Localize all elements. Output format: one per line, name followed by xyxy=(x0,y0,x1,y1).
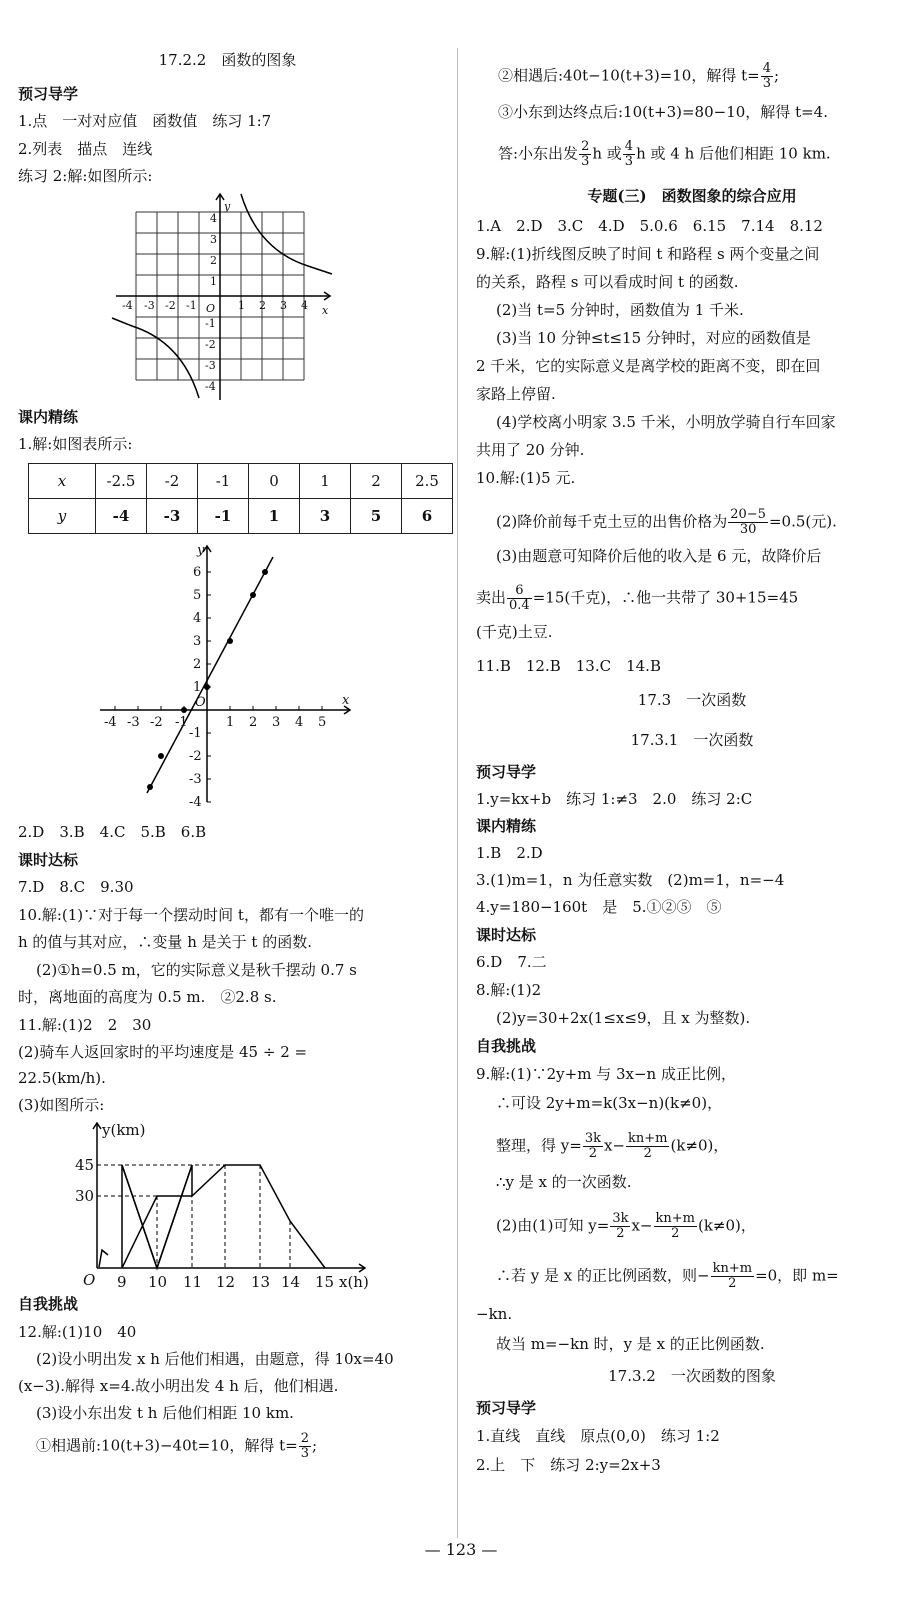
data-point xyxy=(204,684,210,690)
text-segment: (2)由(1)可知 y= xyxy=(496,1216,610,1235)
fraction xyxy=(610,1212,630,1241)
answer-line: 8.解:(1)2 xyxy=(476,981,542,999)
answer-line: 1.解:如图表所示: xyxy=(18,435,133,453)
tick-label: -4 xyxy=(104,715,117,730)
section-title: 17.3 一次函数 xyxy=(637,691,747,709)
tick-label: 4 xyxy=(295,715,304,730)
answer-line: 4.y=180−160t 是 5.①②⑤ ⑤ xyxy=(476,898,722,916)
answer-line: (2)①h=0.5 m，它的实际意义是秋千摆动 0.7 s xyxy=(36,961,357,979)
numerator: 3k xyxy=(612,1211,629,1226)
answer-line: 时，离地面的高度为 0.5 m. ②2.8 s. xyxy=(18,988,277,1006)
x-axis-label: x xyxy=(342,693,350,708)
table-cell: 1 xyxy=(249,499,300,534)
answer-line: 9.解:(1)∵2y+m 与 3x−n 成正比例， xyxy=(476,1065,736,1083)
text-segment: (k≠0)， xyxy=(697,1216,756,1235)
tick-label: 4 xyxy=(193,611,202,626)
numerator: 3k xyxy=(584,1131,601,1146)
tick-label: 1 xyxy=(210,275,217,288)
text-segment: x− xyxy=(631,1216,653,1235)
tick-label: -2 xyxy=(165,299,176,312)
numerator: 20−5 xyxy=(730,507,766,522)
answer-line: 6.D 7.二 xyxy=(476,953,547,971)
answer-line: 10.解:(1)5 元. xyxy=(476,469,576,487)
text-segment: ; xyxy=(311,1436,318,1455)
table-cell: 3 xyxy=(300,499,351,534)
denominator: 2 xyxy=(616,1226,625,1241)
answer-line xyxy=(498,62,779,91)
origin-label: O xyxy=(206,302,216,315)
denominator: 3 xyxy=(300,1446,309,1461)
answer-line: (3)当 10 分钟≤t≤15 分钟时，对应的函数值是 xyxy=(496,329,811,347)
answer-line xyxy=(496,508,837,537)
table-cell: 6 xyxy=(402,499,453,534)
fraction xyxy=(507,584,532,613)
denominator: 0.4 xyxy=(509,598,530,613)
answer-line: (2)当 t=5 分钟时，函数值为 1 千米. xyxy=(496,301,744,319)
text-segment: ; xyxy=(773,66,780,85)
answer-line: 3.(1)m=1，n 为任意实数 (2)m=1，n=−4 xyxy=(476,871,785,889)
preview-heading: 预习导学 xyxy=(476,1399,537,1417)
answer-line: 2 千米，它的实际意义是离学校的距离不变，即在回 xyxy=(476,357,821,375)
tick-label: 1 xyxy=(238,299,245,312)
table-cell: 2 xyxy=(351,464,402,499)
section-title: 17.2.2 函数的图象 xyxy=(158,51,297,69)
table-cell: 5 xyxy=(351,499,402,534)
answer-line: (3)如图所示: xyxy=(18,1096,105,1114)
numerator: 6 xyxy=(507,584,532,599)
lesson-target-heading: 课时达标 xyxy=(18,851,79,869)
answer-line: −kn. xyxy=(476,1305,513,1323)
answer-line: (千克)土豆. xyxy=(476,623,553,641)
tick-label: -3 xyxy=(205,359,216,372)
text-segment: ∴若 y 是 x 的正比例函数，则− xyxy=(496,1266,710,1285)
table-cell: -3 xyxy=(147,499,198,534)
tick-label: 11 xyxy=(183,1273,203,1290)
tick-label: -4 xyxy=(122,299,133,312)
table-cell: -2 xyxy=(147,464,198,499)
tick-label: 3 xyxy=(280,299,287,312)
section-title: 17.3.2 一次函数的图象 xyxy=(608,1367,776,1385)
preview-heading: 预习导学 xyxy=(18,85,79,103)
section-title: 17.3.1 一次函数 xyxy=(630,731,754,749)
text-segment: =0.5(元). xyxy=(768,512,837,531)
tick-label: 3 xyxy=(210,233,217,246)
answer-line: 1.B 2.D xyxy=(476,844,543,862)
answer-line xyxy=(496,1212,756,1241)
table-cell: 0 xyxy=(249,464,300,499)
answer-line: h 的值与其对应，∴变量 h 是关于 t 的函数. xyxy=(18,933,312,951)
tick-label: -2 xyxy=(189,749,202,764)
tick-label: -4 xyxy=(205,380,216,393)
tick-label: 4 xyxy=(301,299,308,312)
answer-line: (x−3).解得 x=4.故小明出发 4 h 后，他们相遇. xyxy=(18,1377,339,1395)
fraction xyxy=(299,1432,311,1461)
table-cell: x xyxy=(29,464,96,499)
answer-line: 22.5(km/h). xyxy=(18,1069,106,1087)
fraction xyxy=(626,1132,669,1161)
answer-line: 的关系，路程 s 可以看成时间 t 的函数. xyxy=(476,273,739,291)
table-row xyxy=(29,464,453,499)
tick-label: -1 xyxy=(205,317,216,330)
distance-time-graph xyxy=(75,1115,375,1290)
denominator: 3 xyxy=(581,154,590,169)
x-axis-label: x xyxy=(322,304,329,317)
answer-line: (2)设小明出发 x h 后他们相遇，由题意，得 10x=40 xyxy=(36,1350,394,1368)
lesson-target-heading: 课时达标 xyxy=(476,926,537,944)
tick-label: 4 xyxy=(210,212,217,225)
numerator: kn+m xyxy=(655,1211,695,1226)
answer-line: 12.解:(1)10 40 xyxy=(18,1323,137,1341)
tick-label: -3 xyxy=(189,772,202,787)
text-segment: =0，即 m= xyxy=(755,1266,839,1285)
answer-line xyxy=(498,140,831,169)
answer-line xyxy=(476,584,798,613)
numerator: 4 xyxy=(762,61,771,76)
answer-line: 故当 m=−kn 时，y 是 x 的正比例函数. xyxy=(496,1335,765,1353)
fraction xyxy=(761,62,773,91)
answer-line: 1.A 2.D 3.C 4.D 5.0.6 6.15 7.14 8.12 xyxy=(476,217,823,235)
tick-label: 3 xyxy=(272,715,281,730)
tick-label: 45 xyxy=(75,1156,95,1174)
text-segment: h 或 xyxy=(592,144,622,163)
table-cell: -2.5 xyxy=(96,464,147,499)
text-segment: 答:小东出发 xyxy=(498,144,579,163)
y-axis-label: y(km) xyxy=(102,1121,146,1139)
answer-line xyxy=(36,1432,317,1461)
numerator: 2 xyxy=(300,1431,309,1446)
tick-label: 1 xyxy=(226,715,235,730)
answer-line: (3)设小东出发 t h 后他们相距 10 km. xyxy=(36,1404,294,1422)
tick-label: 30 xyxy=(75,1187,95,1205)
answer-line: ∴可设 2y+m=k(3x−n)(k≠0)， xyxy=(496,1094,723,1112)
y-axis-label: y xyxy=(224,200,231,213)
x-axis-label: x(h) xyxy=(339,1273,369,1290)
page-number: — 123 — xyxy=(424,1540,498,1559)
tick-label: 13 xyxy=(251,1273,271,1290)
preview-heading: 预习导学 xyxy=(476,763,537,781)
denominator: 30 xyxy=(739,522,757,537)
y-axis-label: y xyxy=(197,543,205,558)
fraction xyxy=(654,1212,697,1241)
table-cell: -1 xyxy=(198,464,249,499)
origin-label: O xyxy=(83,1271,96,1289)
tick-label: -2 xyxy=(205,338,216,351)
tick-label: 5 xyxy=(193,588,202,603)
tick-label: -3 xyxy=(127,715,140,730)
text-segment: h 或 4 h 后他们相距 10 km. xyxy=(636,144,831,163)
tick-label: 2 xyxy=(259,299,266,312)
answer-line: (4)学校离小明家 3.5 千米，小明放学骑自行车回家 xyxy=(496,413,836,431)
denominator: 3 xyxy=(762,76,771,91)
answer-line: (3)由题意可知降价后他的收入是 6 元，故降价后 xyxy=(496,547,822,565)
answer-line: 2.上 下 练习 2:y=2x+3 xyxy=(476,1456,661,1474)
linear-function-graph xyxy=(95,540,365,815)
tick-label: 12 xyxy=(216,1273,236,1290)
tick-label: -1 xyxy=(189,726,202,741)
tick-label: 3 xyxy=(193,634,202,649)
text-segment: 整理，得 y= xyxy=(496,1136,582,1155)
answer-line: 1.直线 直线 原点(0,0) 练习 1:2 xyxy=(476,1427,720,1445)
fraction xyxy=(583,1132,603,1161)
tick-label: 15 xyxy=(315,1273,335,1290)
answer-line: 9.解:(1)折线图反映了时间 t 和路程 s 两个变量之间 xyxy=(476,245,820,263)
tick-label: 5 xyxy=(318,715,327,730)
data-point xyxy=(181,707,187,713)
tick-label: 2 xyxy=(193,657,202,672)
data-point xyxy=(227,638,233,644)
column-divider xyxy=(457,48,458,1538)
numerator: kn+m xyxy=(628,1131,668,1146)
self-challenge-heading: 自我挑战 xyxy=(476,1037,537,1055)
answer-line: 共用了 20 分钟. xyxy=(476,441,585,459)
self-challenge-heading: 自我挑战 xyxy=(18,1295,79,1313)
denominator: 2 xyxy=(671,1226,680,1241)
tick-label: -3 xyxy=(144,299,155,312)
class-practice-heading: 课内精练 xyxy=(18,408,79,426)
text-segment: ②相遇后:40t−10(t+3)=10，解得 t= xyxy=(498,66,760,85)
fraction xyxy=(728,508,768,537)
denominator: 2 xyxy=(588,1146,598,1161)
answer-line: 11.B 12.B 13.C 14.B xyxy=(476,657,661,675)
data-point xyxy=(158,753,164,759)
answer-line: 1.点 一对对应值 函数值 练习 1:7 xyxy=(18,112,272,130)
answer-line: ∴y 是 x 的一次函数. xyxy=(496,1173,632,1191)
fraction xyxy=(579,140,591,169)
tick-label: 10 xyxy=(148,1273,168,1290)
tick-label: -4 xyxy=(189,795,202,810)
table-cell: -4 xyxy=(96,499,147,534)
tick-label: -1 xyxy=(186,299,197,312)
answer-line: 练习 2:解:如图所示: xyxy=(18,167,153,185)
text-segment: x− xyxy=(603,1136,625,1155)
tick-label: -1 xyxy=(175,715,188,730)
origin-label: O xyxy=(195,695,206,710)
fraction xyxy=(711,1262,754,1291)
denominator: 3 xyxy=(624,154,634,169)
answer-line: 2.列表 描点 连线 xyxy=(18,140,153,158)
text-segment: (2)降价前每千克土豆的出售价格为 xyxy=(496,512,728,531)
text-segment: =15(千克)，∴他一共带了 30+15=45 xyxy=(532,588,799,607)
tick-label: -2 xyxy=(150,715,163,730)
table-cell: 1 xyxy=(300,464,351,499)
tick-label: 9 xyxy=(117,1273,127,1290)
answer-line: 7.D 8.C 9.30 xyxy=(18,878,134,896)
answer-line: (2)y=30+2x(1≤x≤9，且 x 为整数). xyxy=(496,1009,751,1027)
answer-line: 2.D 3.B 4.C 5.B 6.B xyxy=(18,823,207,841)
answer-line xyxy=(496,1132,728,1161)
denominator: 2 xyxy=(728,1276,737,1291)
numerator: 2 xyxy=(581,139,590,154)
class-practice-heading: 课内精练 xyxy=(476,817,537,835)
text-segment: (k≠0)， xyxy=(670,1136,729,1155)
tick-label: 6 xyxy=(193,565,202,580)
numerator: 4 xyxy=(624,139,634,154)
answer-line: ③小东到达终点后:10(t+3)=80−10，解得 t=4. xyxy=(498,103,828,121)
text-segment: ①相遇前:10(t+3)−40t=10，解得 t= xyxy=(36,1436,298,1455)
table-cell: 2.5 xyxy=(402,464,453,499)
data-point xyxy=(262,569,268,575)
tick-label: 2 xyxy=(249,715,258,730)
answer-line: 11.解:(1)2 2 30 xyxy=(18,1016,152,1034)
data-point xyxy=(147,784,153,790)
text-segment: 卖出 xyxy=(476,588,507,607)
tick-label: 1 xyxy=(193,680,202,695)
answer-line: 家路上停留. xyxy=(476,385,556,403)
answer-line: 1.y=kx+b 练习 1:≠3 2.0 练习 2:C xyxy=(476,790,753,808)
table-row xyxy=(29,499,453,534)
table-cell: y xyxy=(29,499,96,534)
table-cell: -1 xyxy=(198,499,249,534)
answer-line: 10.解:(1)∵对于每一个摆动时间 t，都有一个唯一的 xyxy=(18,906,364,924)
answer-line xyxy=(496,1262,839,1291)
numerator: kn+m xyxy=(712,1261,753,1276)
answer-line: (2)骑车人返回家时的平均速度是 45 ÷ 2 = xyxy=(18,1043,308,1061)
value-table xyxy=(28,463,453,534)
data-point xyxy=(250,592,256,598)
tick-label: 2 xyxy=(210,254,217,267)
denominator: 2 xyxy=(643,1146,652,1161)
topic-title: 专题(三) 函数图象的综合应用 xyxy=(587,187,797,205)
hyperbola-grid-graph xyxy=(108,190,348,405)
tick-label: 14 xyxy=(281,1273,301,1290)
fraction xyxy=(623,140,635,169)
